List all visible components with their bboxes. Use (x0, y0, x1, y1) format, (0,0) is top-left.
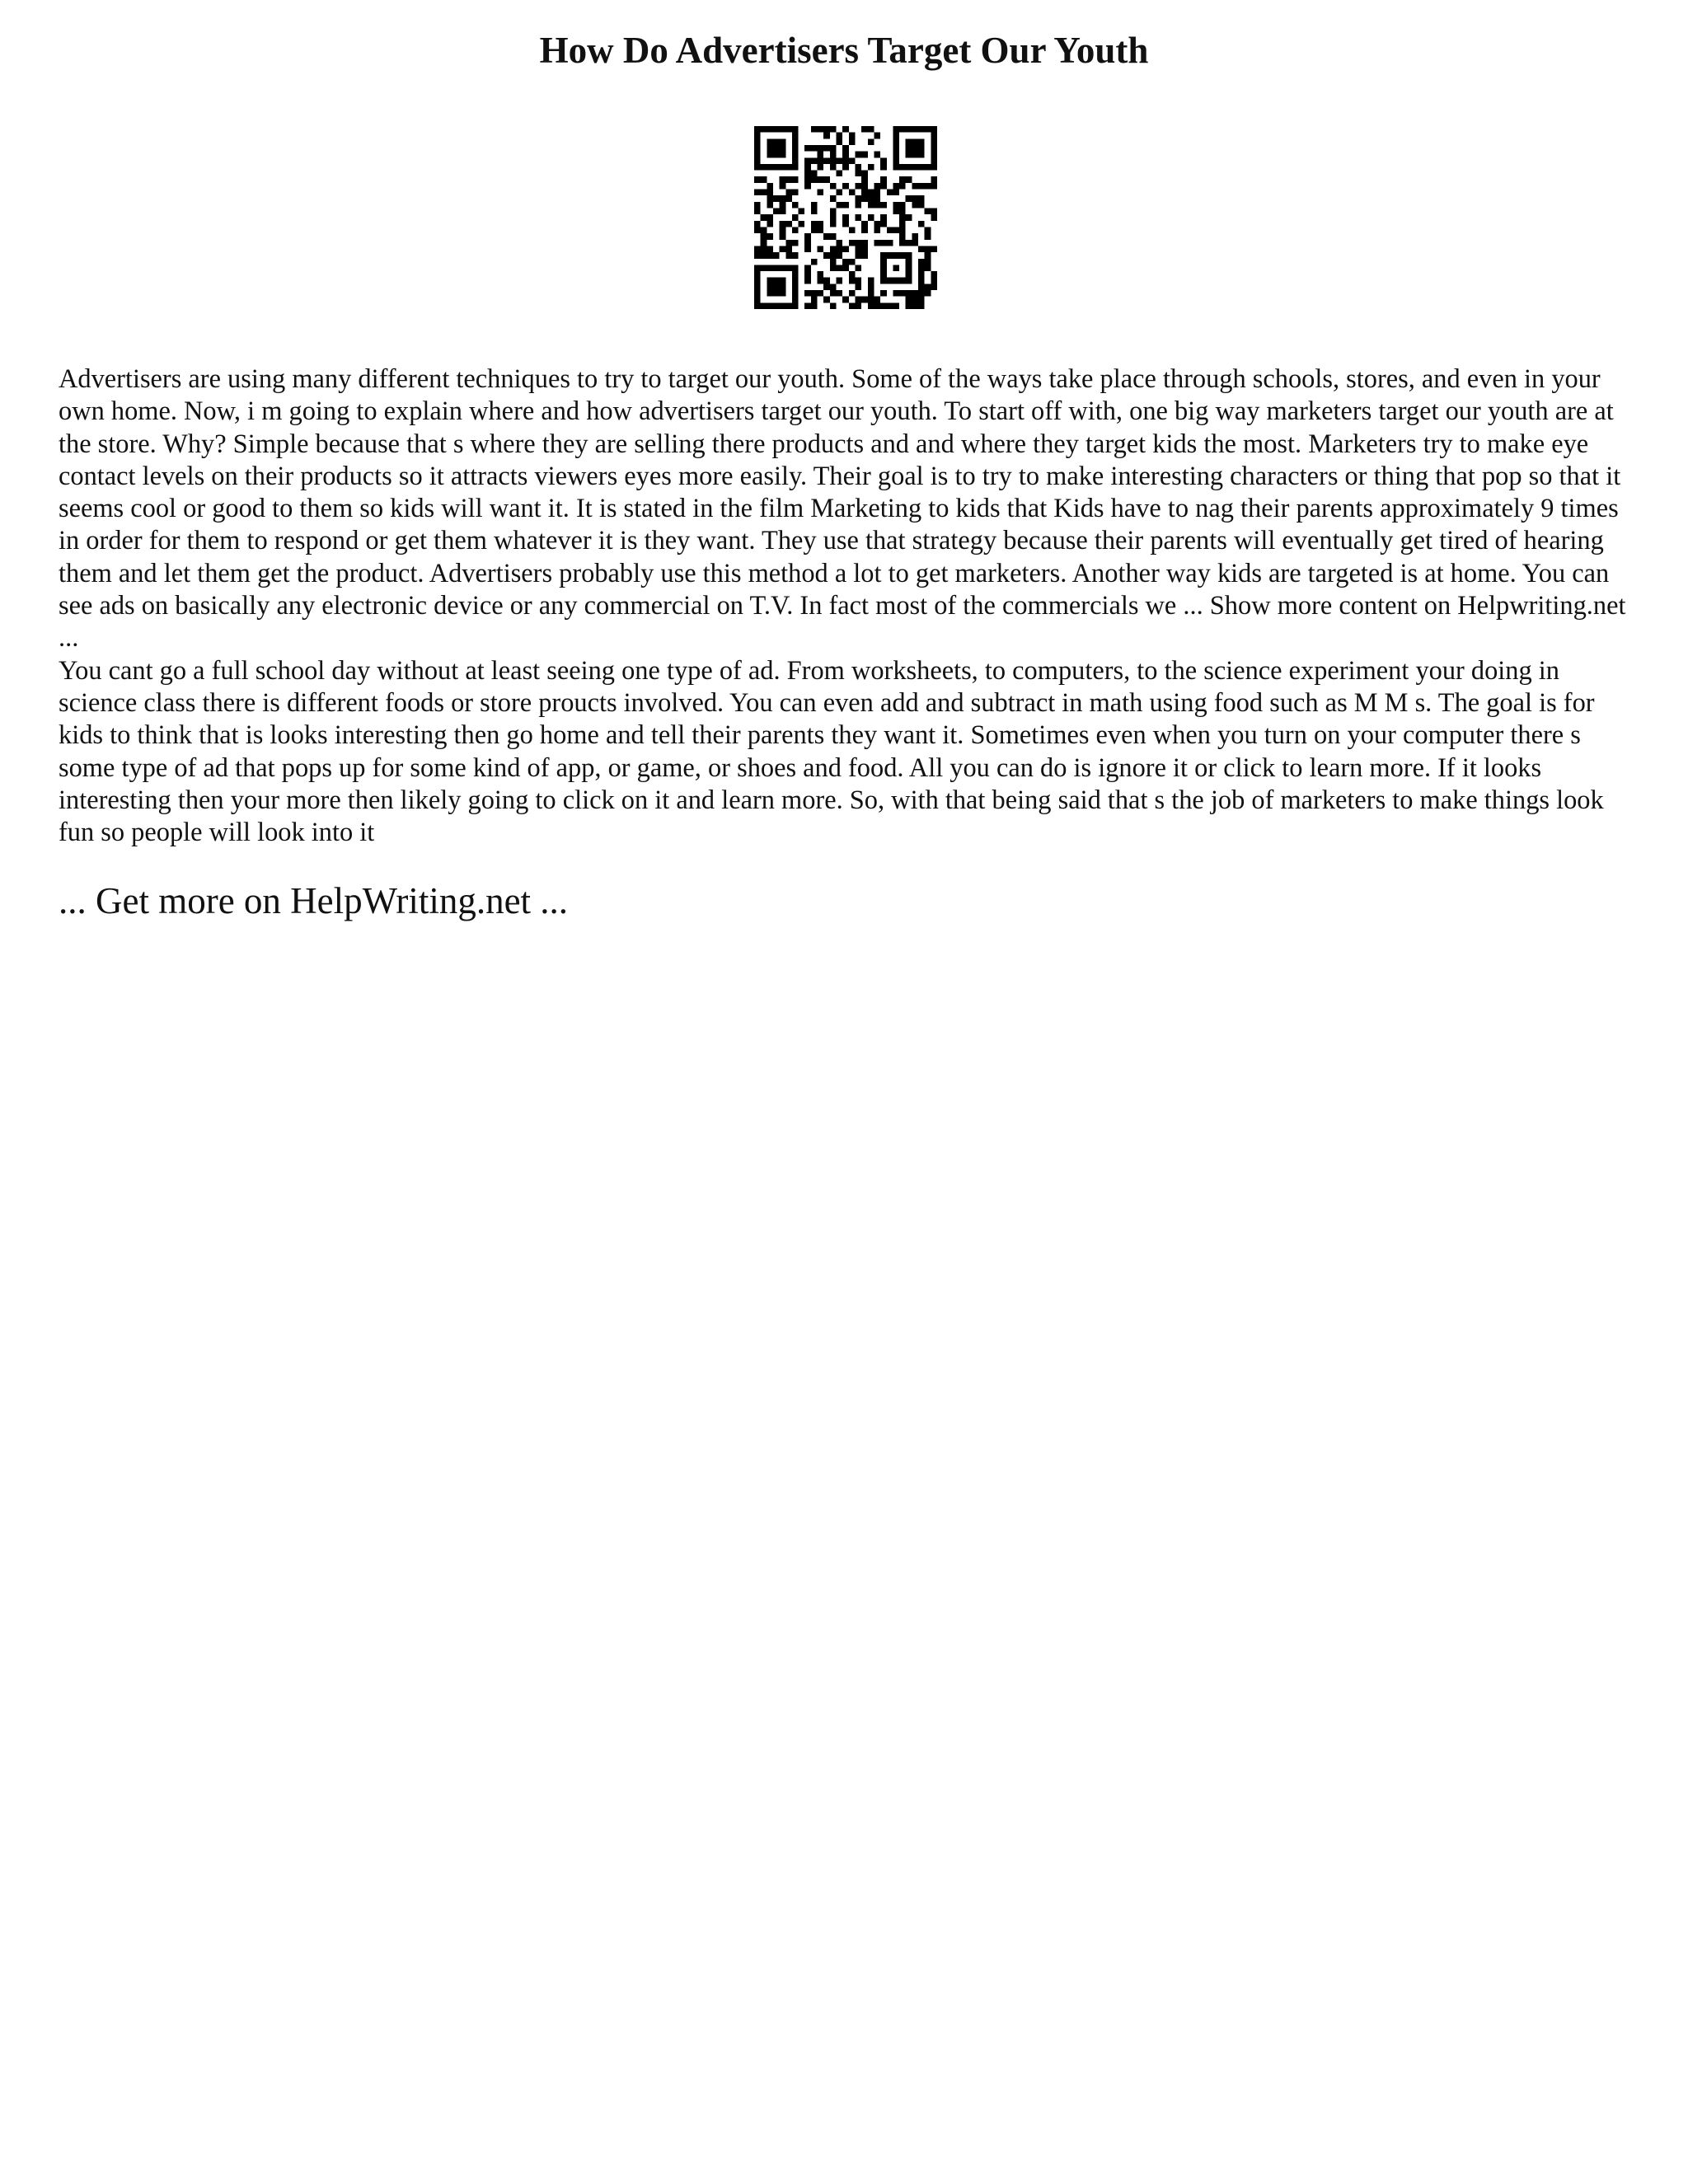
essay-paragraph-2: You cant go a full school day without at least seeing one type of ad. From worksheets, to computers, to the science experiment your doing in science class there is different foods or store proucts involved. You can even add and subtract in math using food such as M M s. The goal is for kids to think that is looks interesting then go home and tell their parents they want it. Sometimes even when you turn on your computer there s some type of ad that pops up for some kind of app, or game, or shoes and food. All you can do is ignore it or click to learn more. If it looks interesting then your more then likely going to click on it and learn more. So, with that being said that s the job of marketers to make things look fun so people will look into it (59, 655, 1604, 848)
document-title: How Do Advertisers Target Our Youth (539, 30, 1149, 71)
essay-paragraph-1: Advertisers are using many different techniques to try to target our youth. Some of the ways take place through schools, stores, and even in your own home. Now, i m going to explain where and how advertisers target our youth. To start off with, one big way marketers target our youth are at the store. Why? Simple because that s where they are selling there products and and where they target kids the most. Marketers try to make eye contact levels on their products so it attracts viewers eyes more easily. Their goal is to try to make interesting characters or thing that pop so that it seems cool or good to them so kids will want it. It is stated in the film Marketing to kids that Kids have to nag their parents approximately 9 times in order for them to respond or get them whatever it is they want. They use that strategy because their parents will eventually get tired of hearing them and let them get the product. Advertisers probably use this method a lot to get marketers. Another way kids are targeted is at home. You can see ads on basically any electronic device or any commercial on T.V. In fact most of the commercials we ... Show more content on Helpwriting.net ... (59, 364, 1626, 654)
qr-code-icon[interactable] (754, 126, 937, 309)
essay-body (59, 363, 1629, 849)
get-more-link[interactable]: ... Get more on HelpWriting.net ... (59, 880, 569, 921)
